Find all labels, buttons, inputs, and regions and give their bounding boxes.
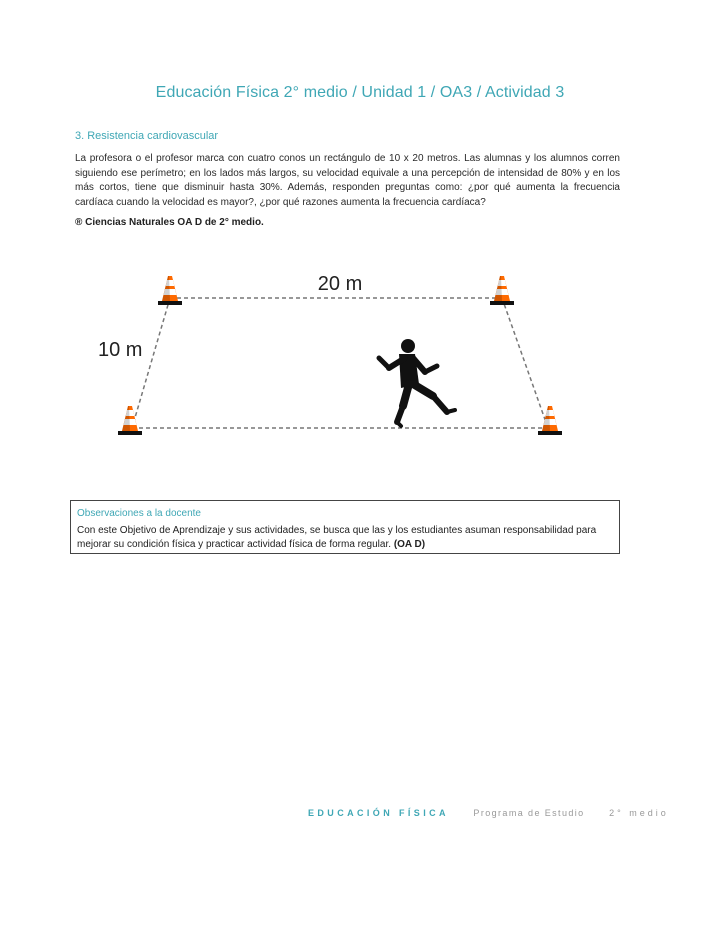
runner-icon <box>379 339 455 426</box>
page-title: Educación Física 2° medio / Unidad 1 / OA3 / Actividad 3 <box>155 84 565 101</box>
cross-reference: ® Ciencias Naturales OA D de 2° medio. <box>75 217 264 228</box>
footer-program: Programa de Estudio <box>473 808 585 818</box>
perimeter-lines <box>132 298 548 428</box>
figure-svg <box>90 258 590 458</box>
observations-reference: (OA D) <box>393 539 426 550</box>
section-heading: 3. Resistencia cardiovascular <box>75 130 219 142</box>
short-side-label: 10 m <box>98 339 143 361</box>
observations-title: Observaciones a la docente <box>77 508 201 519</box>
cone-icon <box>158 276 182 305</box>
observations-body: Con este Objetivo de Aprendizaje y sus actividades, se busca que las y los estudiantes asuman responsabilidad para mejorar su condición física y practicar actividad física de forma regular. <box>77 525 597 550</box>
cone-rectangle-figure <box>90 258 590 458</box>
footer-grade: 2° medio <box>609 808 669 818</box>
footer-brand: EDUCACIÓN FÍSICA <box>308 808 449 818</box>
teacher-observations-box <box>70 500 620 554</box>
activity-description: La profesora o el profesor marca con cuatro conos un rectángulo de 10 x 20 metros. Las alumnas y los alumnos corren siguiendo ese perímetro; en los lados más largos, su velocidad equivale a una percepción de intensidad de 80% y en los más cortos, tiene que disminuir hasta 30%. Además, responden preguntas como: ¿por qué aumenta la frecuencia cardíaca cuando la velocidad es mayor?, ¿por qué razones aumenta la frecuencia cardíaca? <box>75 153 620 208</box>
page-footer <box>308 808 669 818</box>
cone-icon <box>490 276 514 305</box>
cone-icon <box>118 406 142 435</box>
long-side-label: 20 m <box>317 273 363 295</box>
observations-text <box>77 524 613 552</box>
